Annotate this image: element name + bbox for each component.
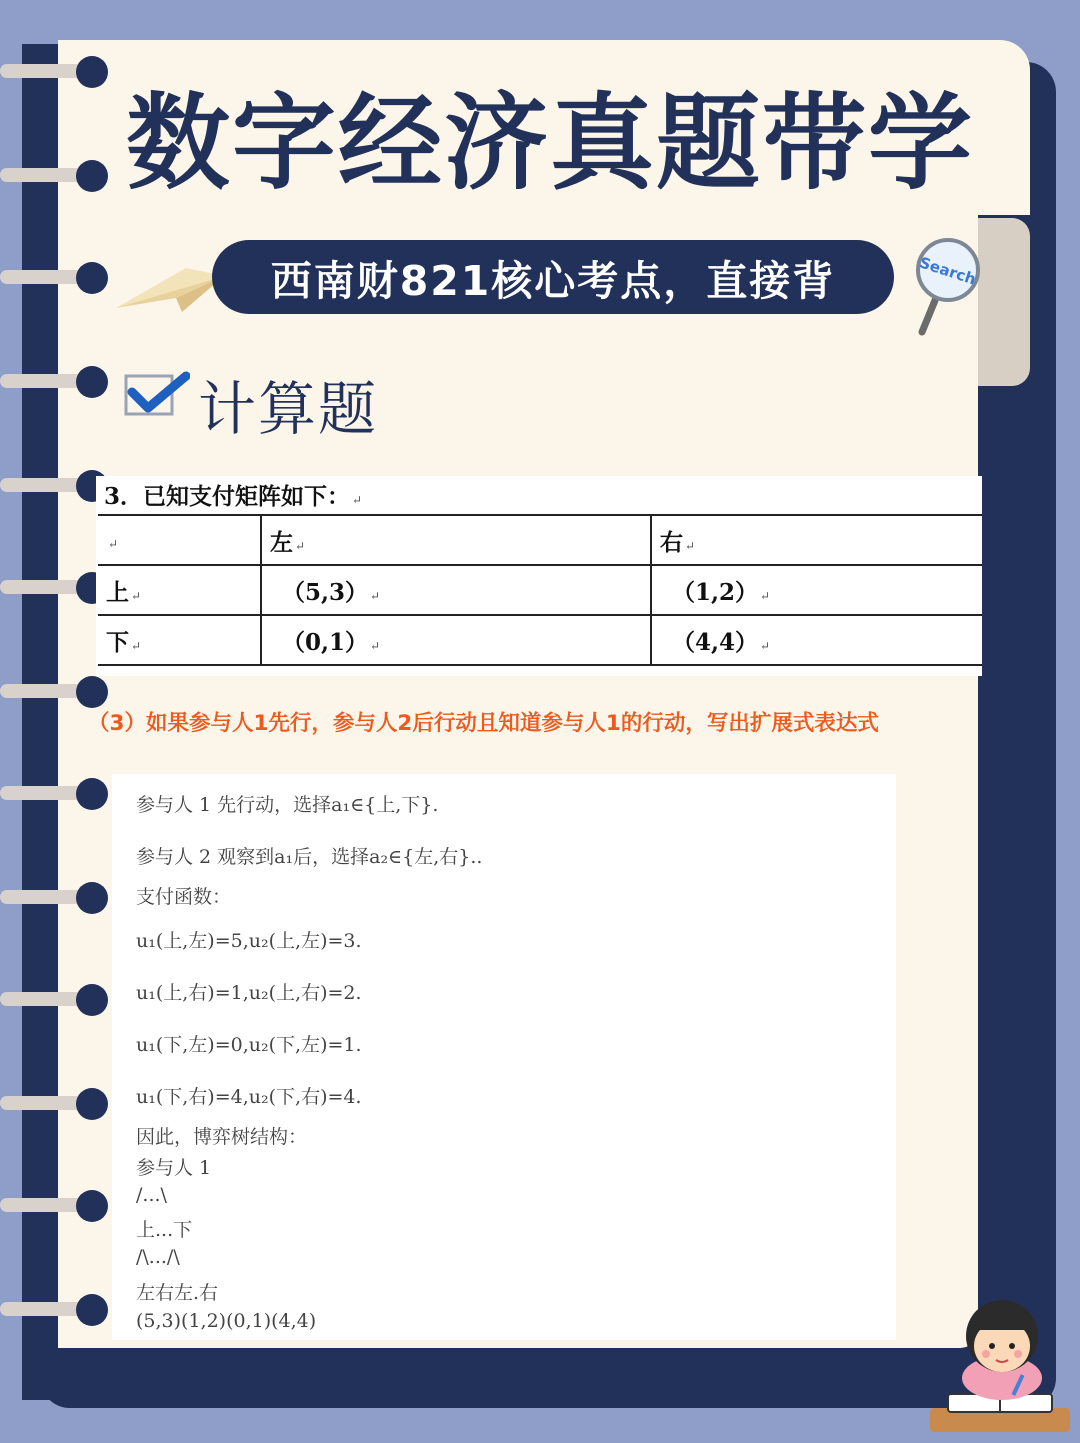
table-header-cell: 左 ↵	[261, 515, 651, 565]
table-row	[98, 615, 982, 665]
answer-line: u₁(下,右)=4,u₂(下,右)=4.	[136, 1086, 362, 1108]
answer-line: u₁(上,左)=5,u₂(上,左)=3.	[136, 930, 362, 952]
row-label: 下 ↵	[98, 615, 261, 665]
page-tab	[978, 218, 1030, 386]
answer-line: /...\	[136, 1184, 167, 1206]
search-badge-text: Search	[917, 253, 979, 289]
question-text: 3．已知支付矩阵如下： ↵	[104, 483, 363, 510]
table-cell: （1,2） ↵	[651, 565, 982, 615]
answer-line: 参与人 1 先行动，选择a₁∈{上,下}.	[136, 794, 439, 816]
answer-line: u₁(下,左)=0,u₂(下,左)=1.	[136, 1034, 362, 1056]
table-row	[98, 565, 982, 615]
answer-line: u₁(上,右)=1,u₂(上,右)=2.	[136, 982, 362, 1004]
part-three-prompt: （3）如果参与人1先行，参与人2后行动且知道参与人1的行动，写出扩展式表达式	[88, 711, 879, 736]
section-heading: 计算题	[198, 375, 379, 443]
student-illustration	[924, 1290, 1074, 1435]
table-header-cell: ↵	[98, 515, 261, 565]
magnifier-icon	[912, 238, 982, 338]
answer-line: 左右左.右	[136, 1282, 219, 1304]
answer-line: 参与人 2 观察到a₁后，选择a₂∈{左,右}..	[136, 846, 483, 868]
answer-line: 参与人 1	[136, 1157, 212, 1179]
paper-plane-icon	[116, 258, 226, 314]
payoff-matrix	[98, 514, 982, 666]
checkbox-icon	[124, 370, 190, 420]
table-cell: （4,4） ↵	[651, 615, 982, 665]
answer-line: 支付函数：	[136, 886, 232, 908]
row-label: 上 ↵	[98, 565, 261, 615]
table-cell: （0,1） ↵	[261, 615, 651, 665]
answer-line: /\.../\	[136, 1246, 180, 1268]
answer-line: (5,3)(1,2)(0,1)(4,4)	[136, 1310, 317, 1332]
table-cell: （5,3） ↵	[261, 565, 651, 615]
table-header-cell: 右 ↵	[651, 515, 982, 565]
page-title: 数字经济真题带学	[126, 82, 975, 204]
answer-line: 因此，博弈树结构：	[136, 1126, 308, 1148]
subtitle-banner: 西南财821核心考点，直接背	[212, 240, 894, 314]
answer-line: 上...下	[136, 1219, 193, 1241]
notebook-spine	[22, 44, 58, 1400]
table-header-row	[98, 515, 982, 565]
